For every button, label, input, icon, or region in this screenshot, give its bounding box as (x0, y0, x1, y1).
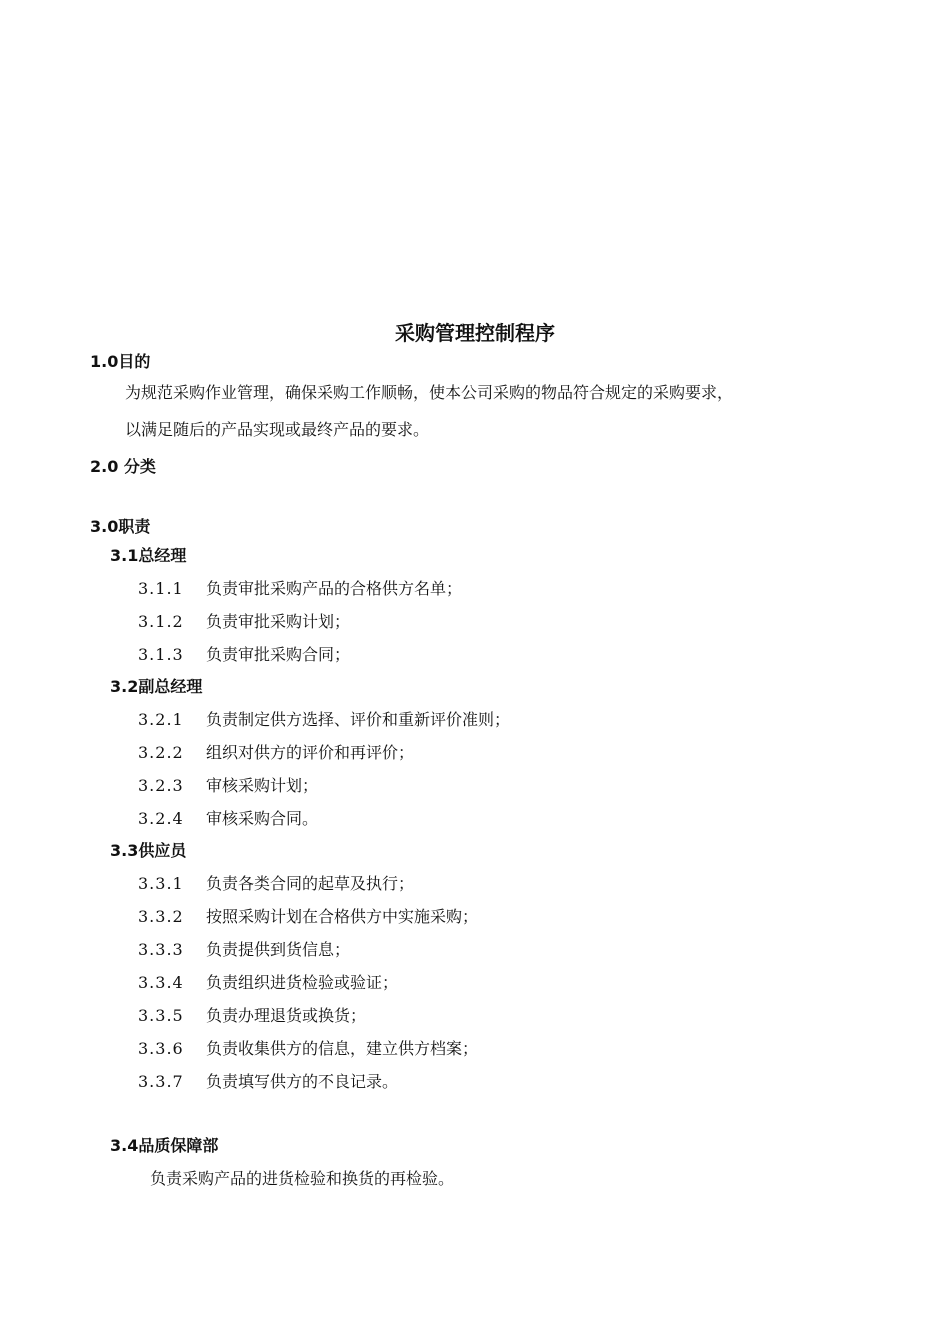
item-text: 负责制定供方选择、评价和重新评价准则； (206, 710, 511, 729)
item-number: 3.3.5 (138, 1006, 184, 1025)
quality-dept-text: 负责采购产品的进货检验和换货的再检验。 (150, 1169, 455, 1188)
list-item (138, 1004, 366, 1028)
item-text: 负责提供到货信息； (206, 940, 351, 959)
list-item (138, 807, 318, 831)
item-text: 负责审批采购计划； (206, 612, 351, 631)
item-number: 3.2.1 (138, 710, 184, 729)
list-item (138, 971, 398, 995)
item-text: 审核采购计划； (206, 776, 319, 795)
list-item (138, 774, 318, 798)
item-text: 负责填写供方的不良记录。 (206, 1072, 399, 1091)
item-number: 3.3.6 (138, 1039, 184, 1058)
item-number: 3.3.7 (138, 1072, 184, 1091)
item-text: 按照采购计划在合格供方中实施采购； (206, 907, 479, 926)
page-title: 采购管理控制程序 (395, 321, 555, 345)
item-number: 3.1.3 (138, 645, 184, 664)
section-heading-duties: 3.0职责 (90, 517, 151, 536)
list-item (138, 938, 350, 962)
list-item (138, 872, 414, 896)
list-item (138, 1037, 478, 1061)
purpose-text-line-2: 以满足随后的产品实现或最终产品的要求。 (125, 420, 430, 439)
list-item (138, 741, 414, 765)
item-text: 负责收集供方的信息，建立供方档案； (206, 1039, 479, 1058)
item-text: 组织对供方的评价和再评价； (206, 743, 415, 762)
item-number: 3.3.4 (138, 973, 184, 992)
item-number: 3.3.1 (138, 874, 184, 893)
subsection-heading-quality-dept: 3.4品质保障部 (110, 1136, 219, 1155)
list-item (138, 1070, 398, 1094)
item-number: 3.3.2 (138, 907, 184, 926)
list-item (138, 577, 462, 601)
item-text: 审核采购合同。 (206, 809, 319, 828)
item-number: 3.3.3 (138, 940, 184, 959)
item-text: 负责审批采购合同； (206, 645, 351, 664)
list-item (138, 905, 478, 929)
section-heading-classification: 2.0 分类 (90, 457, 156, 476)
item-number: 3.2.3 (138, 776, 184, 795)
list-item (138, 643, 350, 667)
item-text: 负责各类合同的起草及执行； (206, 874, 415, 893)
section-heading-purpose: 1.0目的 (90, 352, 151, 371)
item-number: 3.1.1 (138, 579, 184, 598)
list-item (138, 708, 510, 732)
item-text: 负责办理退货或换货； (206, 1006, 367, 1025)
subsection-heading-deputy-manager: 3.2副总经理 (110, 677, 203, 696)
item-number: 3.1.2 (138, 612, 184, 631)
purpose-text-line-1: 为规范采购作业管理，确保采购工作顺畅，使本公司采购的物品符合规定的采购要求， (125, 383, 734, 402)
item-text: 负责审批采购产品的合格供方名单； (206, 579, 463, 598)
item-number: 3.2.4 (138, 809, 184, 828)
list-item (138, 610, 350, 634)
item-text: 负责组织进货检验或验证； (206, 973, 399, 992)
subsection-heading-supplier-officer: 3.3供应员 (110, 841, 187, 860)
item-number: 3.2.2 (138, 743, 184, 762)
subsection-heading-general-manager: 3.1总经理 (110, 546, 187, 565)
